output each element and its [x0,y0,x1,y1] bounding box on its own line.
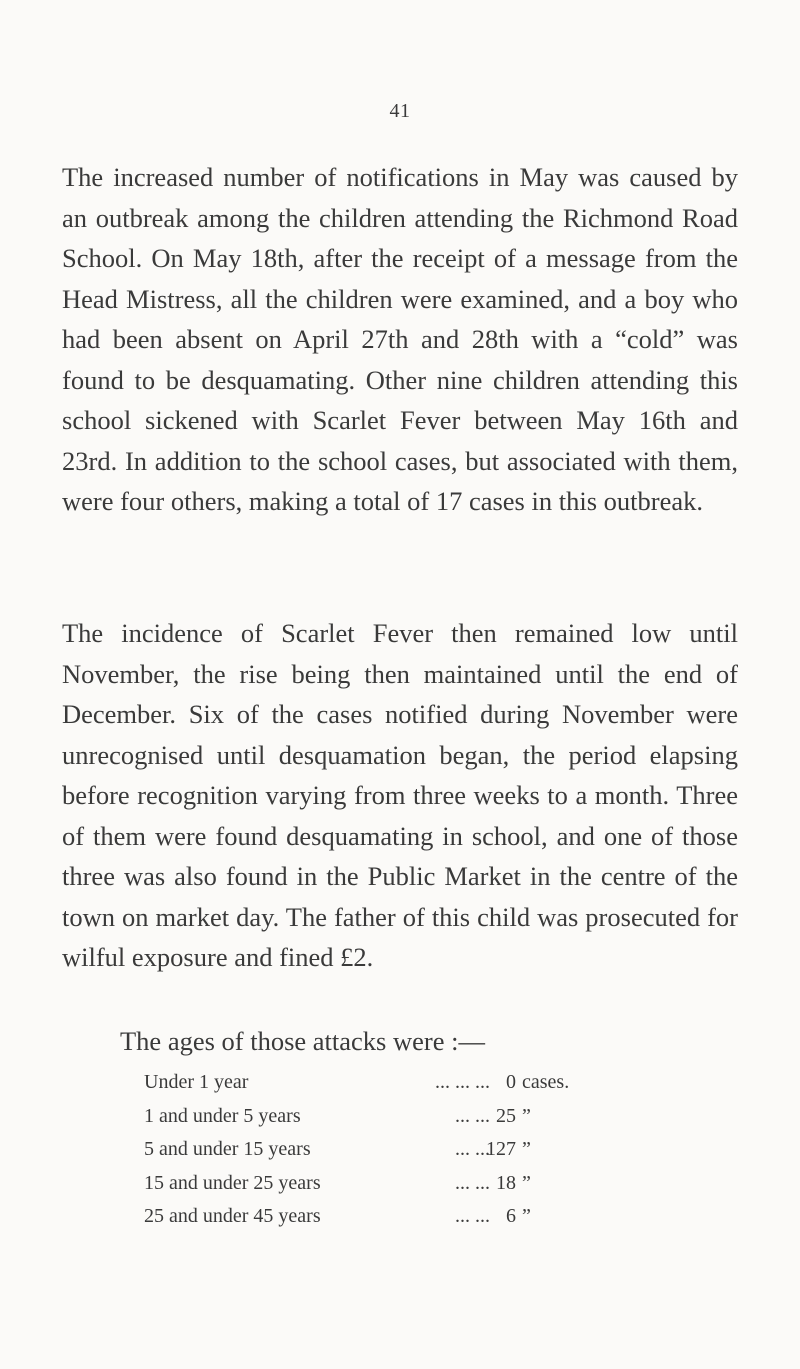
ditto-mark: ” [522,1171,531,1194]
leader-dots: ... ... [455,1138,490,1160]
ages-row [144,1167,604,1201]
case-unit: cases. [522,1071,570,1093]
ditto-mark: ” [522,1138,531,1160]
case-count: 127 [486,1138,516,1160]
case-count: 0 [506,1071,516,1093]
leader-dots: ... ... ... [435,1071,490,1093]
age-range-label: 1 and under 5 years [144,1104,301,1127]
ages-row [144,1133,604,1167]
ditto-mark: ” [522,1104,531,1127]
leader-dots: ... ... [455,1205,490,1227]
case-count: 6 [506,1205,516,1227]
age-range-label: 15 and under 25 years [144,1171,321,1194]
ages-row [144,1100,604,1134]
age-range-label: Under 1 year [144,1071,249,1093]
paragraph-incidence: The incidence of Scarlet Fever then remained low until November, the rise being then maintained until the end of December. Six of the cases notified during November were unrecognised until desquamation began, the period elapsing before recognition varying from three weeks to a month. Three of them were found desquamating in school, and one of those three was also found in the Public Market in the centre of the town on market day. The father of this child was prosecuted for wilful exposure and fined £2. [62,618,738,972]
ditto-mark: ” [522,1205,531,1227]
ages-row [144,1066,604,1100]
case-count: 18 [496,1171,516,1194]
leader-dots: ... ... [455,1104,490,1127]
ages-table [144,1066,604,1234]
age-range-label: 25 and under 45 years [144,1205,321,1227]
leader-dots: ... ... [455,1171,490,1194]
ages-intro: The ages of those attacks were :— [120,1026,485,1056]
age-range-label: 5 and under 15 years [144,1138,311,1160]
case-count: 25 [496,1104,516,1127]
paragraph-outbreak: The increased number of notifications in May was caused by an outbreak among the children attending the Richmond Road School. On May 18th, after the receipt of a message from the Head Mistress, all the children were examined, and a boy who had been absent on April 27th and 28th with a “cold” was found to be desquamating. Other nine children attending this school sickened with Scarlet Fever between May 16th and 23rd. In addition to the school cases, but associated with them, were four others, making a total of 17 cases in this outbreak. [62,162,738,516]
ages-row [144,1200,604,1234]
page-number: 41 [389,100,411,122]
